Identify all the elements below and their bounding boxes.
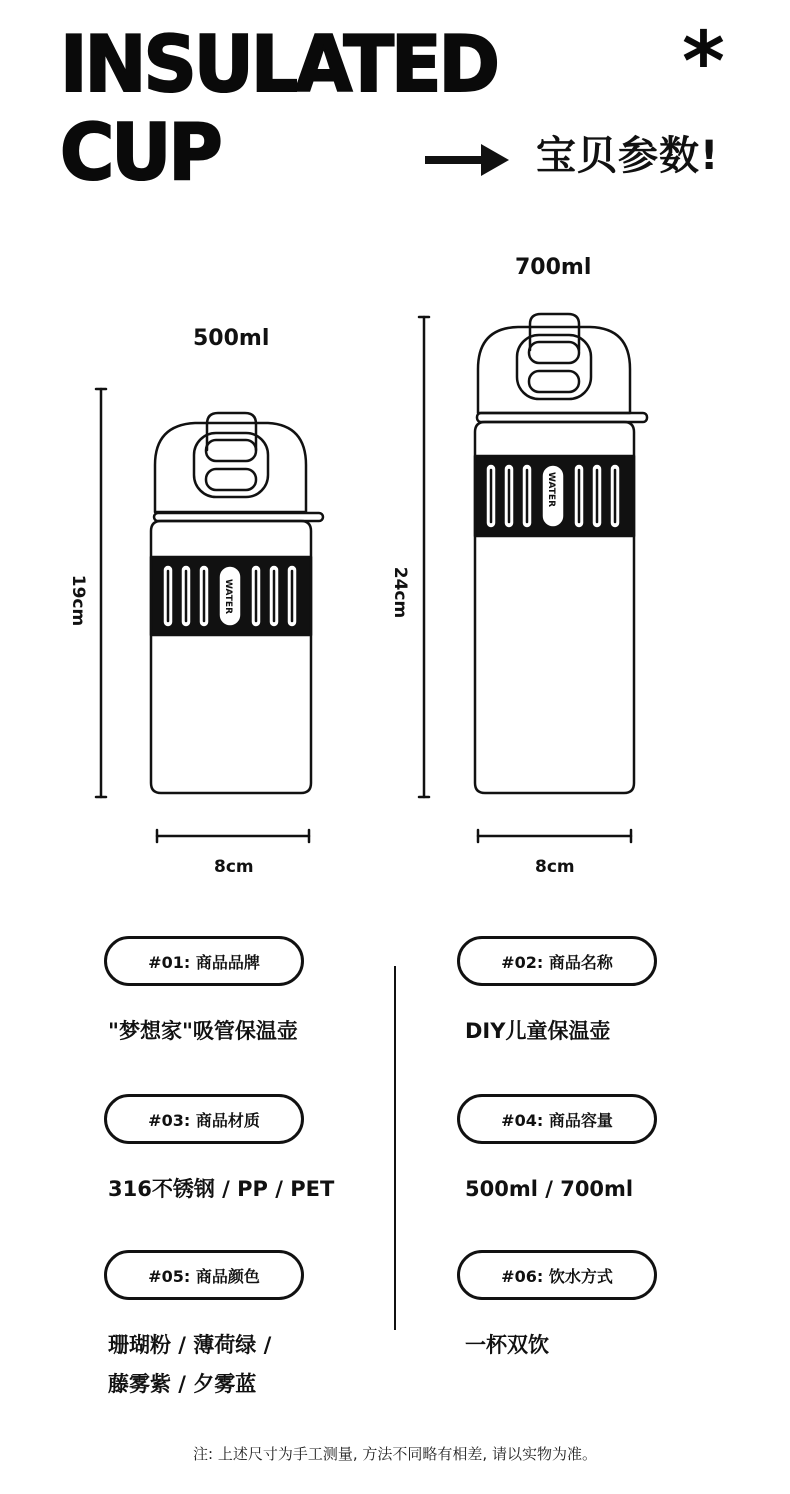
spec-value-brand: "梦想家"吸管保温壶 xyxy=(108,1019,298,1043)
bottle-700-capacity: 700ml xyxy=(515,255,592,280)
spec-tag-material: #03: 商品材质 xyxy=(104,1094,304,1144)
bottle-500-band-text: WATER xyxy=(223,579,233,615)
spec-value-color-line2: 藤雾紫 / 夕雾蓝 xyxy=(108,1372,257,1396)
page-subtitle: 宝贝参数! xyxy=(536,133,720,179)
spec-tag-drinking: #06: 饮水方式 xyxy=(457,1250,657,1300)
title-line-1: INSULATED xyxy=(60,19,497,111)
title-line-2: CUP xyxy=(60,107,220,198)
spec-value-capacity: 500ml / 700ml xyxy=(465,1177,634,1201)
spec-value-color-line1: 珊瑚粉 / 薄荷绿 / xyxy=(108,1333,272,1357)
spec-value-material: 316不锈钢 / PP / PET xyxy=(108,1177,335,1201)
bottle-500-height: 19cm xyxy=(68,574,89,627)
spec-tag-name: #02: 商品名称 xyxy=(457,936,657,986)
asterisk-icon: * xyxy=(682,15,725,110)
footnote: 注: 上述尺寸为手工测量, 方法不同略有相差, 请以实物为准。 xyxy=(193,1445,597,1463)
bottle-700-width: 8cm xyxy=(535,857,575,877)
bottle-700-band-text: WATER xyxy=(546,472,556,508)
bottle-500-width: 8cm xyxy=(214,857,254,877)
spec-value-drinking: 一杯双饮 xyxy=(465,1333,549,1357)
spec-value-name: DIY儿童保温壶 xyxy=(465,1019,611,1043)
bottle-700-height: 24cm xyxy=(390,566,411,619)
spec-tag-brand: #01: 商品品牌 xyxy=(104,936,304,986)
spec-tag-color: #05: 商品颜色 xyxy=(104,1250,304,1300)
bottle-500-capacity: 500ml xyxy=(193,326,270,351)
column-divider xyxy=(394,966,396,1330)
spec-tag-capacity: #04: 商品容量 xyxy=(457,1094,657,1144)
bottle-700-drawing xyxy=(419,314,647,797)
